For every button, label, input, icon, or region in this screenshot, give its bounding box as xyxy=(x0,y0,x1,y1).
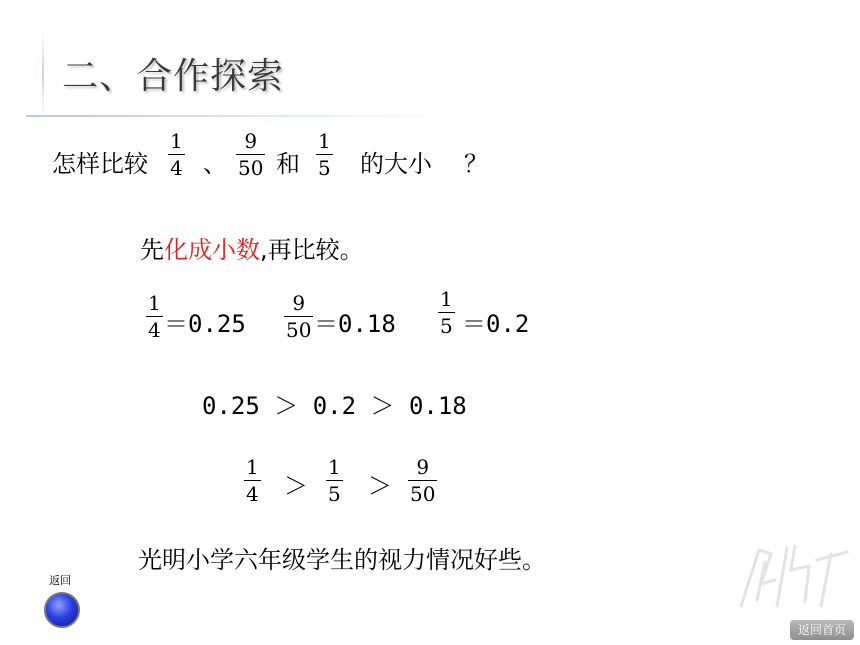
fraction-bar xyxy=(168,154,185,155)
page-title: 二、合作探索 xyxy=(62,56,285,97)
question-separator: 、 xyxy=(203,150,227,178)
numerator: 1 xyxy=(440,287,453,311)
compare-fraction-2 xyxy=(326,456,343,505)
question-fraction-2 xyxy=(236,130,265,179)
question-suffix: 的大小 xyxy=(360,150,432,178)
fraction-bar xyxy=(408,480,437,481)
conversion-value-2: ＝0.18 xyxy=(314,310,396,338)
question-fraction-3 xyxy=(316,130,333,179)
denominator: 50 xyxy=(286,318,312,342)
conversion-value-1: ＝0.25 xyxy=(164,310,246,338)
compare-fraction-3 xyxy=(408,456,437,505)
back-button[interactable] xyxy=(44,592,80,628)
conversion-value-3: ＝0.2 xyxy=(462,310,530,338)
denominator: 5 xyxy=(318,156,331,180)
fraction-bar xyxy=(438,312,455,313)
back-button-label: 返回 xyxy=(49,574,71,587)
conclusion-text: 光明小学六年级学生的视力情况好些。 xyxy=(138,546,546,574)
numerator: 9 xyxy=(292,291,306,315)
question-and: 和 xyxy=(276,150,300,178)
watermark-icon xyxy=(735,540,853,612)
method-highlight: 化成小数 xyxy=(164,236,260,264)
method-text xyxy=(140,230,364,265)
fraction-bar xyxy=(284,316,313,317)
denominator: 5 xyxy=(328,482,341,506)
denominator: 50 xyxy=(238,156,264,180)
numerator: 1 xyxy=(318,129,331,153)
decimal-comparison: 0.25 ＞ 0.2 ＞ 0.18 xyxy=(202,392,467,420)
conversion-fraction-2 xyxy=(284,292,313,341)
fraction-bar xyxy=(236,154,265,155)
question-fraction-1 xyxy=(168,130,185,179)
numerator: 1 xyxy=(148,291,161,315)
fraction-bar xyxy=(146,316,163,317)
numerator: 9 xyxy=(244,129,258,153)
home-button[interactable]: 返回首页 xyxy=(790,620,854,640)
fraction-bar xyxy=(244,480,261,481)
question-mark: ？ xyxy=(464,150,488,178)
numerator: 1 xyxy=(246,455,259,479)
denominator: 5 xyxy=(440,314,453,338)
question-prefix: 怎样比较 xyxy=(52,150,148,178)
denominator: 4 xyxy=(170,156,183,180)
compare-fraction-1 xyxy=(244,456,261,505)
denominator: 50 xyxy=(410,482,436,506)
numerator: 9 xyxy=(416,455,430,479)
denominator: 4 xyxy=(246,482,259,506)
conversion-fraction-1 xyxy=(146,292,163,341)
numerator: 1 xyxy=(328,455,341,479)
numerator: 1 xyxy=(170,129,183,153)
fraction-bar xyxy=(326,480,343,481)
denominator: 4 xyxy=(148,318,161,342)
method-suffix: ,再比较。 xyxy=(260,236,364,264)
fraction-bar xyxy=(316,154,333,155)
decorative-vertical-line xyxy=(42,30,44,118)
greater-than-sign: ＞ xyxy=(284,472,308,500)
conversion-fraction-3 xyxy=(438,288,455,337)
decorative-horizontal-line xyxy=(26,115,446,117)
method-prefix: 先 xyxy=(140,236,164,264)
greater-than-sign: ＞ xyxy=(368,472,392,500)
